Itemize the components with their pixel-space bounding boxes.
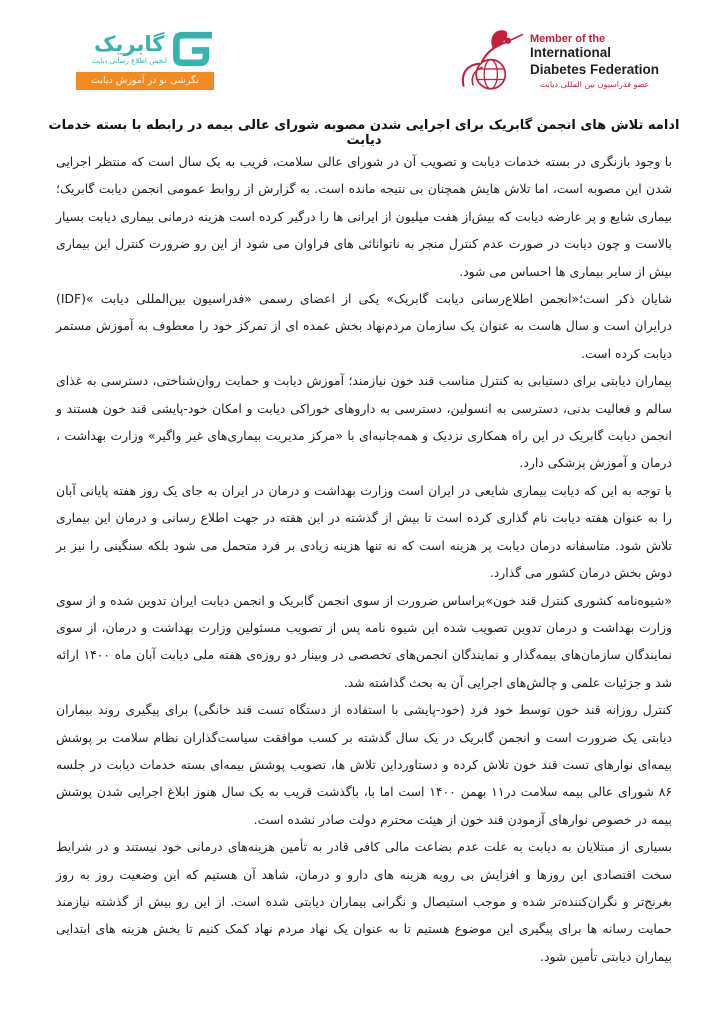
paragraph-1: با وجود بازنگری در بسته خدمات دیابت و تصویب آن در شورای عالی سلامت، قریب به یک سال است که منتظر اجرایی شدن این مصوبه است، اما تلاش هایش همچنان بی نتیجه مانده است. به گزارش از روابط عمومی انجمن دیابت گابریک؛ بیماری شایع و پر عارضه دیابت که بیش‌از هفت میلیون از ایرانی ها را درگیر کرده است هزینه درمانی بیماری دیابت بسیار بالاست و چون دیابت در صورت عدم کنترل منجر به ناتوانائی های فراوان می شود از این رو ضرورت کنترل این بیماری بیش از سایر بیماری ها احساس می شود.	[56, 154, 672, 279]
document-body	[56, 148, 672, 970]
paragraph-4: با توجه به این که دیابت بیماری شایعی در ایران است وزارت بهداشت و درمان در ایران به جای یک روز هفته پایانی آبان را به عنوان هفته دیابت نام گذاری کرده است تا بیش از گذشته در این هفته در جهت اطلاع رسانی و درمان این بیماری تلاش شود. متاسفانه درمان دیابت پر هزینه است که نه تنها هزینه زیادی بر فرد متحمل می شود بلکه سنگینی را نیز بر دوش بخش درمان کشور می گذارد.	[56, 482, 672, 581]
idf-hummingbird-globe-icon	[452, 24, 526, 98]
idf-logo	[452, 24, 659, 98]
gabric-banner: نگرشی نو در آموزش دیابت	[76, 72, 214, 90]
gabric-logo	[76, 30, 214, 90]
idf-org-line2: Diabetes Federation	[530, 61, 660, 77]
idf-text-block	[530, 33, 659, 88]
gabric-wordmark: گابریک	[94, 31, 165, 56]
paragraph-7: بسیاری از مبتلایان به دیابت به علت عدم بضاعت مالی کافی قادر به تأمین هزینه‌های درمانی خود نیستند و در شرایط سخت اقتصادی این روزها و افزایش بی رویه هزینه های دارو و درمان، شاهد آن هستیم که این وضعیت روز به روز بغرنج‌تر و نگران‌کننده‌تر شده و موجب استیصال و نگرانی بیماران دیابتی شده است. از این رو بیش از گذشته نیازمند حمایت رسانه ها برای پیگیری این موضوع هستیم تا به عنوان یک نهاد مردم نهاد کمک کنیم تا بخش هزینه های ابتدایی بیماران دیابتی تأمین شود.	[56, 839, 672, 964]
document-title: ادامه تلاش های انجمن گابریک برای اجرایی شدن مصوبه شورای عالی بیمه در رابطه با بسته خدمات دیابت	[48, 118, 680, 148]
paragraph-3: بیماران دیابتی برای دستیابی به کنترل مناسب قند خون نیازمند؛ آموزش دیابت و حمایت روان‌شناختی، دسترسی به غذای سالم و فعالیت بدنی، دسترسی به انسولین، دسترسی به داروهای خوراکی دیابت و امکان خود-پایشی قند خون هستند و انجمن دیابت گابریک در این راه همکاری نزدیک و همه‌جانبه‌ای با «مرکز مدیریت بیماری‌های غیر واگیر» وزارت بهداشت ، درمان و آموزش پزشکی دارد.	[56, 373, 672, 471]
paragraph-2: شایان ذکر است؛«انجمن اطلاع‌رسانی دیابت گابریک» یکی از اعضای رسمی «فدراسیون بین‌المللی دیابت »(IDF) درایران است و سال هاست به عنوان یک سازمان مردم‌نهاد بخش عمده ای از تمرکز خود را معطوف به آموزش مستمر دیابت کرده است.	[56, 291, 672, 361]
paragraph-5: «شیوه‌نامه کشوری کنترل قند خون»براساس ضرورت از سوی انجمن گابریک و انجمن دیابت ایران تدوین شده و از سوی وزارت بهداشت و درمان تدوین تصویب شده این شیوه نامه پس از تصویب مسئولین وزارت بهداشت و درمان، از سوی نمایندگان سازمان‌های بیمه‌گذار و نمایندگان انجمن‌های تخصصی در وبینار دو روزه‌ی هفته ملی دیابت آبان ماه ۱۴۰۰ ارائه شد و جزئیات علمی و چالش‌های اجرایی آن به بحث گذاشته شد.	[56, 592, 672, 690]
idf-persian-line: عضو فدراسیون بین المللی دیابت	[539, 79, 650, 89]
gabric-wordmark-block	[91, 33, 167, 65]
gabric-subtitle: انجمن اطلاع رسانی دیابت	[91, 57, 167, 66]
gabric-g-icon	[172, 30, 214, 68]
idf-member-line: Member of the	[530, 33, 606, 46]
idf-org-line1: International	[530, 45, 612, 61]
paragraph-6: کنترل روزانه قند خون توسط خود فرد (خود-پایشی با استفاده از دستگاه تست قند خانگی) برای پیگیری روند بیماران دیابتی یک ضرورت است و انجمن گابریک در یک سال گذشته بر کسب موافقت سیاست‌گذاران نظام سلامت بر پوشش بیمه‌ای نوارهای تست قند خون تلاش کرده و دستاورداین تلاش ها، تصویب پوشش بیمه‌ای بسته خدمات دیابت در جلسه ۸۶ شورای عالی بیمه سلامت در۱۱ بهمن ۱۴۰۰ است اما با، باگذشت قریب به یک سال هنوز ابلاغ اجرایی شدن پوشش بیمه در خصوص نوارهای آزمودن قند خون از هیئت محترم دولت صادر نشده است.	[56, 702, 673, 827]
gabric-logo-top	[76, 30, 214, 68]
